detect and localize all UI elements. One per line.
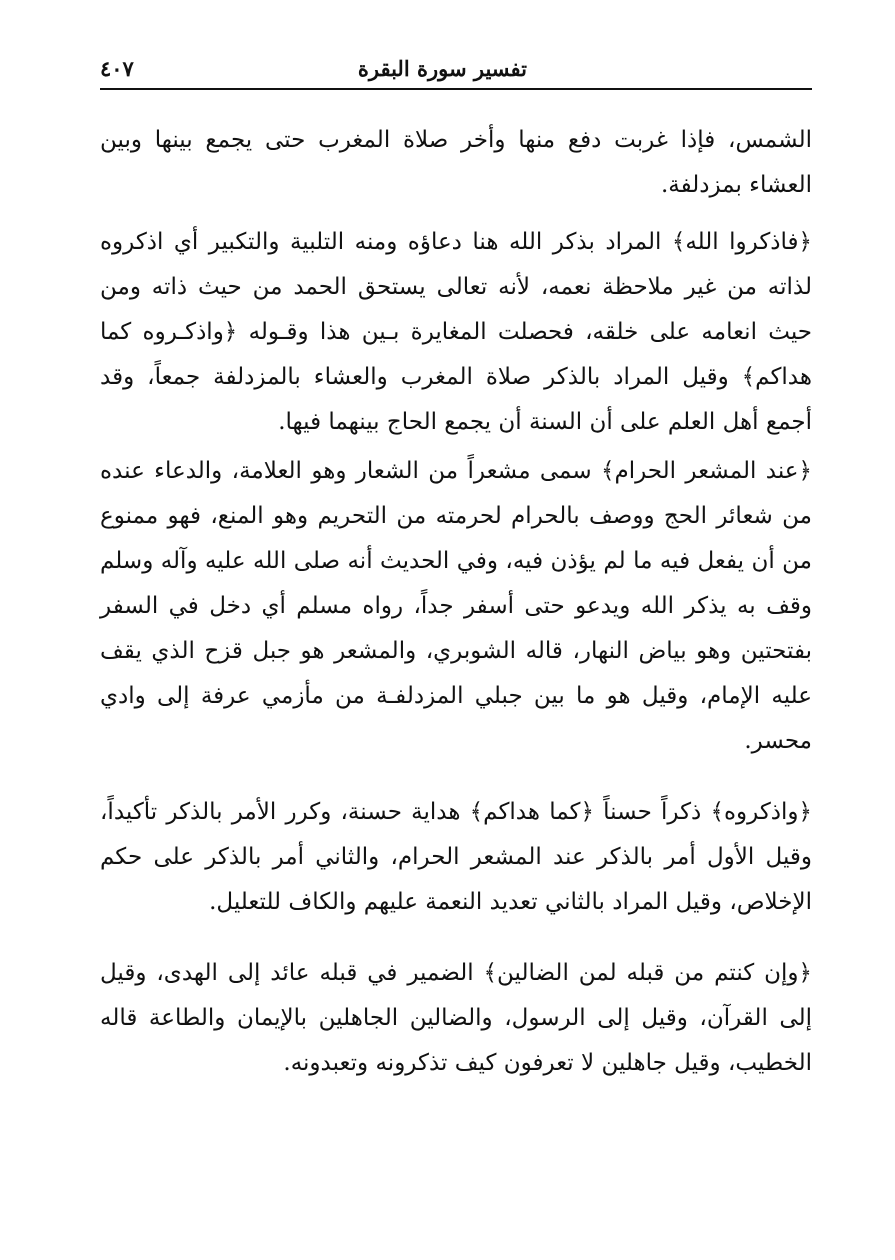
paragraph-5: ﴿وإن كنتم من قبله لمن الضالين﴾ الضمير في قبله عائد إلى الهدى، وقيل إلى القرآن، وقيل إلى الرسول، والضالين الجاهلين بالإيمان والطاعة قاله الخطيب، وقيل جاهلين لا تعرفون كيف تذكرونه وتعبدونه. [100,960,812,1076]
header-divider [100,88,812,90]
running-title: تفسير سورة البقرة [357,56,527,81]
paragraph-4: ﴿واذكروه﴾ ذكراً حسناً ﴿كما هداكم﴾ هداية حسنة، وكرر الأمر بالذكر تأكيداً، وقيل الأول أمر بالذكر عند المشعر الحرام، والثاني أمر بالذكر على حكم الإخلاص، وقيل المراد بالثاني تعديد النعمة عليهم والكاف للتعليل. [100,799,812,915]
page-number: ٤٠٧ [100,56,134,81]
paragraph-2: ﴿فاذكروا الله﴾ المراد بذكر الله هنا دعاؤه ومنه التلبية والتكبير أي اذكروه لذاته من غير ملاحظة نعمه، لأنه تعالى يستحق الحمد من حيث ذاته ومن حيث انعامه على خلقه، فحصلت المغايرة بـين هذا وقـوله ﴿واذكـروه كما هداكم﴾ وقيل المراد بالذكر صلاة المغرب والعشاء بالمزدلفة جمعاً، وقد أجمع أهل العلم على أن السنة أن يجمع الحاج بينهما فيها. [100,229,812,435]
paragraph-3: ﴿عند المشعر الحرام﴾ سمى مشعراً من الشعار وهو العلامة، والدعاء عنده من شعائر الحج ووصف بالحرام لحرمته من التحريم وهو المنع، فهو ممنوع من أن يفعل فيه ما لم يؤذن فيه، وفي الحديث أنه صلى الله عليه وآله وسلم وقف به يذكر الله ويدعو حتى أسفر جداً، رواه مسلم أي دخل في السفر بفتحتين وهو بياض النهار، قاله الشوبري، والمشعر هو جبل قزح الذي يقف عليه الإمام، وقيل هو ما بين جبلي المزدلفـة من مأزمي عرفة إلى وادي محسر. [100,458,812,754]
paragraph-1: الشمس، فإذا غربت دفع منها وأخر صلاة المغرب حتى يجمع بينها وبين العشاء بمزدلفة. [100,127,812,198]
body-text [100,118,812,1086]
page-header [100,50,812,88]
